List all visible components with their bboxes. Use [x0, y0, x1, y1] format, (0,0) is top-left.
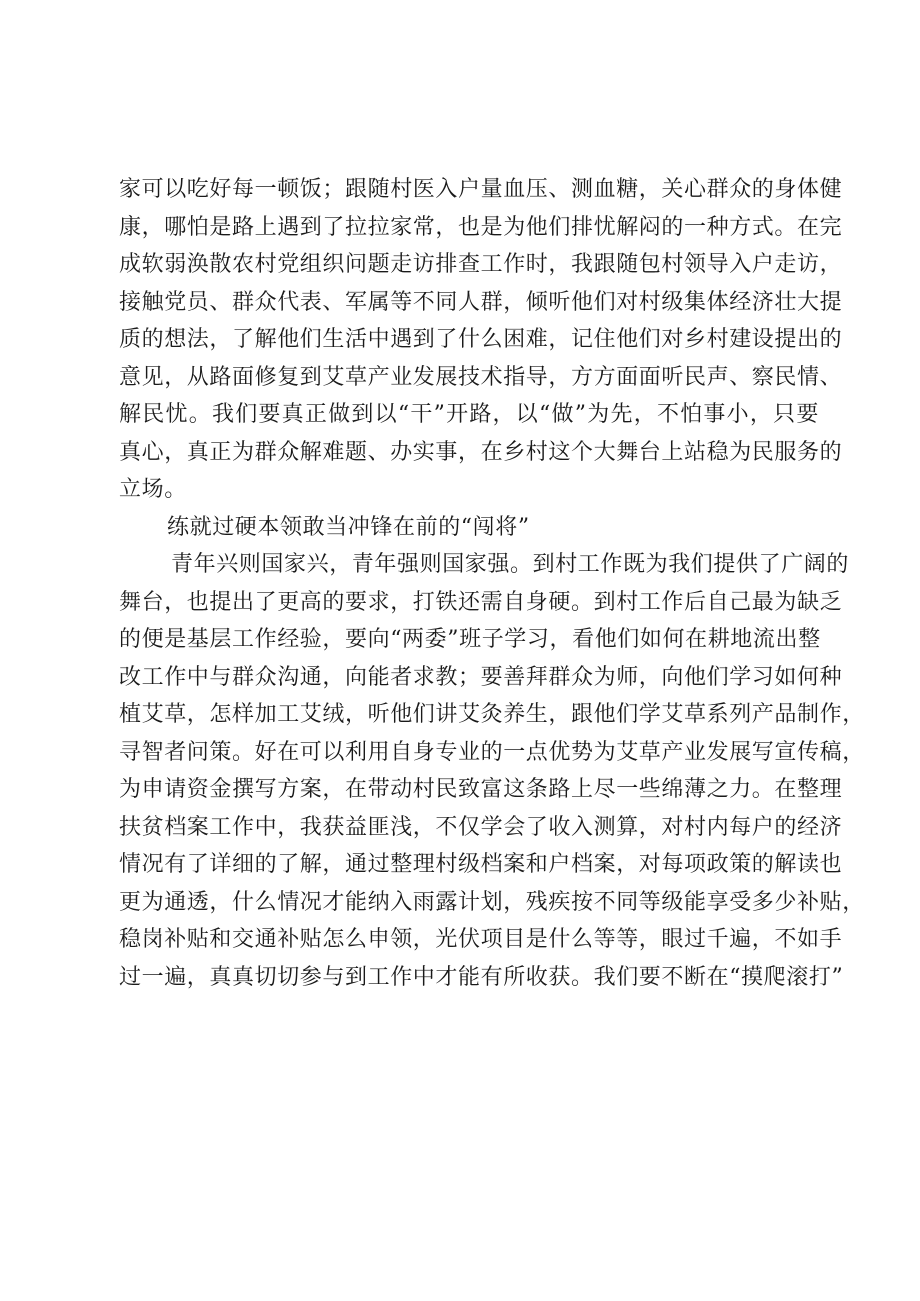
text-line: 解民忧。我们要真正做到以“干”开路，以“做”为先，不怕事小，只要: [119, 402, 819, 427]
text-line: 扶贫档案工作中，我获益匪浅，不仅学会了收入测算，对村内每户的经济: [119, 814, 843, 840]
text-line: 植艾草，怎样加工艾绒，听他们讲艾灸养生，跟他们学艾草系列产品制作，: [119, 702, 865, 727]
paragraph-2: [119, 546, 865, 996]
text-line: 立场。: [119, 477, 187, 502]
paragraph-1: [119, 171, 843, 509]
text-line: 成软弱涣散农村党组织问题走访排查工作时，我跟随包村领导入户走访，: [119, 252, 843, 277]
section-heading: 练就过硬本领敢当冲锋在前的“闯将”: [167, 514, 530, 540]
text-line: 接触党员、群众代表、军属等不同人群，倾听他们对村级集体经济壮大提: [119, 289, 843, 315]
text-line: 的便是基层工作经验，要向“两委”班子学习，看他们如何在耕地流出整: [119, 627, 821, 652]
text-line: 寻智者问策。好在可以利用自身专业的一点优势为艾草产业发展写宣传稿，: [119, 739, 865, 765]
document-body: [119, 171, 865, 996]
text-line: 舞台，也提出了更高的要求，打铁还需自身硬。到村工作后自己最为缺乏: [119, 589, 843, 615]
text-line: 质的想法，了解他们生活中遇到了什么困难，记住他们对乡村建设提出的: [119, 327, 843, 352]
text-line: 青年兴则国家兴，青年强则国家强。到村工作既为我们提供了广阔的: [171, 552, 850, 577]
text-line: 真心，真正为群众解难题、办实事，在乡村这个大舞台上站稳为民服务的: [119, 439, 843, 465]
text-line: 情况有了详细的了解，通过整理村级档案和户档案，对每项政策的解读也: [119, 852, 843, 877]
text-line: 意见，从路面修复到艾草产业发展技术指导，方方面面听民声、察民情、: [119, 364, 843, 390]
text-line: 康，哪怕是路上遇到了拉拉家常，也是为他们排忧解闷的一种方式。在完: [119, 214, 843, 240]
text-line: 改工作中与群众沟通，向能者求教；要善拜群众为师，向他们学习如何种: [119, 664, 843, 690]
text-line: 过一遍，真真切切参与到工作中才能有所收获。我们要不断在“摸爬滚打”: [119, 964, 844, 990]
text-line: 稳岗补贴和交通补贴怎么申领，光伏项目是什么等等，眼过千遍，不如手: [119, 927, 843, 952]
text-line: 家可以吃好每一顿饭；跟随村医入户量血压、测血糖，关心群众的身体健: [119, 177, 843, 202]
text-line: 更为通透，什么情况才能纳入雨露计划，残疾按不同等级能享受多少补贴，: [119, 889, 865, 915]
text-line: 为申请资金撰写方案，在带动村民致富这条路上尽一些绵薄之力。在整理: [119, 777, 843, 802]
